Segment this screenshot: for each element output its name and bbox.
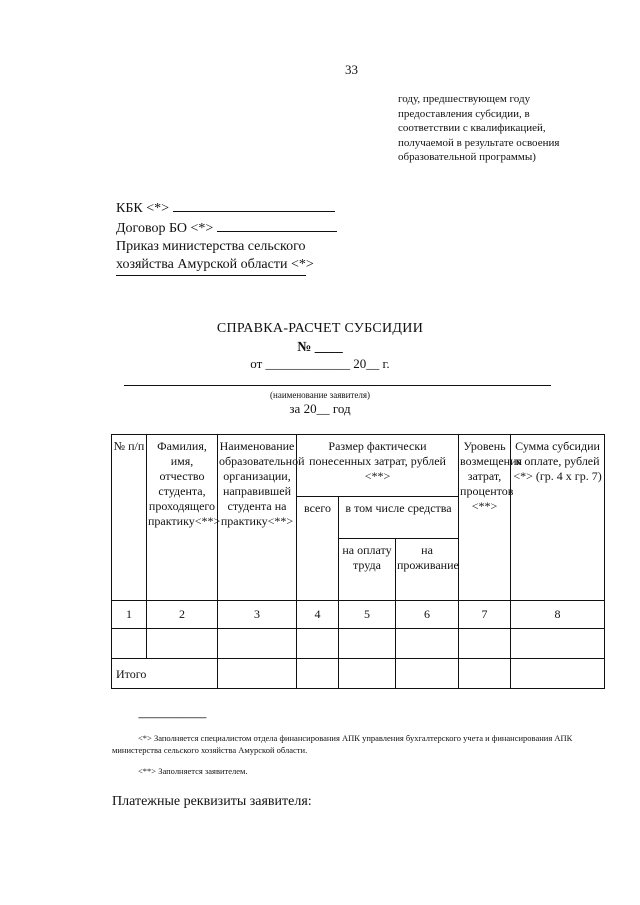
table-cell[interactable] [396, 659, 459, 689]
kbk-row [116, 198, 337, 218]
document-title: СПРАВКА-РАСЧЕТ СУБСИДИИ [216, 321, 424, 336]
table-cell[interactable] [218, 659, 297, 689]
header-student-name: Фамилия, имя, отчество студента, проходящего практику<**> [147, 435, 218, 601]
subsidy-table [111, 434, 605, 689]
header-subsidy-sum: Сумма субсидии к оплате, рублей <*> (гр. 4 x гр. 7) [511, 435, 605, 601]
table-cell[interactable] [297, 629, 339, 659]
intro-line: получаемой в результате освоения [398, 136, 560, 149]
applicant-name-field[interactable] [124, 385, 551, 386]
table-cell[interactable] [112, 629, 147, 659]
header-costs-group: Размер фактически понесенных затрат, рублей <**> [297, 435, 459, 497]
footnote-1: <*> Заполняется специалистом отдела финансирования АПК управления бухгалтерского учета и финансирования АПК министерства сельского хозяйства Амурской области. [112, 733, 573, 755]
header-organization: Наименование образовательной организации, направившей студента на практику<**> [218, 435, 297, 601]
column-number: 8 [511, 601, 605, 629]
column-number: 6 [396, 601, 459, 629]
table-cell[interactable] [511, 659, 605, 689]
document-date: от _____________ 20__ г. [250, 356, 390, 371]
intro-line: соответствии с квалификацией, [398, 122, 546, 134]
table-cell[interactable] [147, 629, 218, 659]
table-row [112, 629, 605, 659]
column-number: 7 [459, 601, 511, 629]
page-number: 33 [345, 62, 358, 77]
total-row [112, 659, 605, 689]
document-number: № ____ [297, 340, 343, 355]
table-cell[interactable] [297, 659, 339, 689]
header-labor: на оплату труда [339, 539, 396, 601]
header-reimbursement-level: Уровень возмещения затрат, процентов <**> [459, 435, 511, 601]
intro-text [398, 92, 598, 165]
order-number-field[interactable] [116, 275, 306, 276]
column-number: 3 [218, 601, 297, 629]
report-year: за 20__ год [289, 401, 351, 416]
footnote-2: <**> Заполняется заявителем. [138, 766, 248, 776]
applicant-caption: (наименование заявителя) [270, 390, 370, 400]
column-number: 1 [112, 601, 147, 629]
table-cell[interactable] [459, 629, 511, 659]
order-line-1: Приказ министерства сельского [116, 239, 306, 254]
header-incl-funds: в том числе средства [339, 497, 459, 539]
column-number: 2 [147, 601, 218, 629]
intro-line: предоставления субсидии, в [398, 107, 530, 120]
footnote-separator: ---------------------------------- [138, 712, 206, 722]
contract-field[interactable] [217, 218, 337, 232]
header-housing: на проживание [396, 539, 459, 601]
order-line-2: хозяйства Амурской области <*> [116, 257, 314, 272]
table-cell[interactable] [339, 659, 396, 689]
payment-details-label: Платежные реквизиты заявителя: [112, 794, 312, 809]
document-metadata [116, 198, 337, 274]
table-cell[interactable] [339, 629, 396, 659]
kbk-field[interactable] [173, 198, 335, 212]
table-cell[interactable] [511, 629, 605, 659]
table-cell[interactable] [396, 629, 459, 659]
total-label: Итого [112, 659, 218, 689]
kbk-label: КБК <*> [116, 201, 170, 216]
column-number: 4 [297, 601, 339, 629]
table-cell[interactable] [218, 629, 297, 659]
column-number: 5 [339, 601, 396, 629]
intro-line: образовательной программы) [398, 151, 536, 163]
contract-row [116, 218, 337, 238]
table-cell[interactable] [459, 659, 511, 689]
header-total-spent: всего [297, 497, 339, 601]
header-row-number: № п/п [112, 435, 147, 601]
intro-line: году, предшествующем году [398, 93, 531, 105]
contract-label: Договор БО <*> [116, 221, 214, 236]
